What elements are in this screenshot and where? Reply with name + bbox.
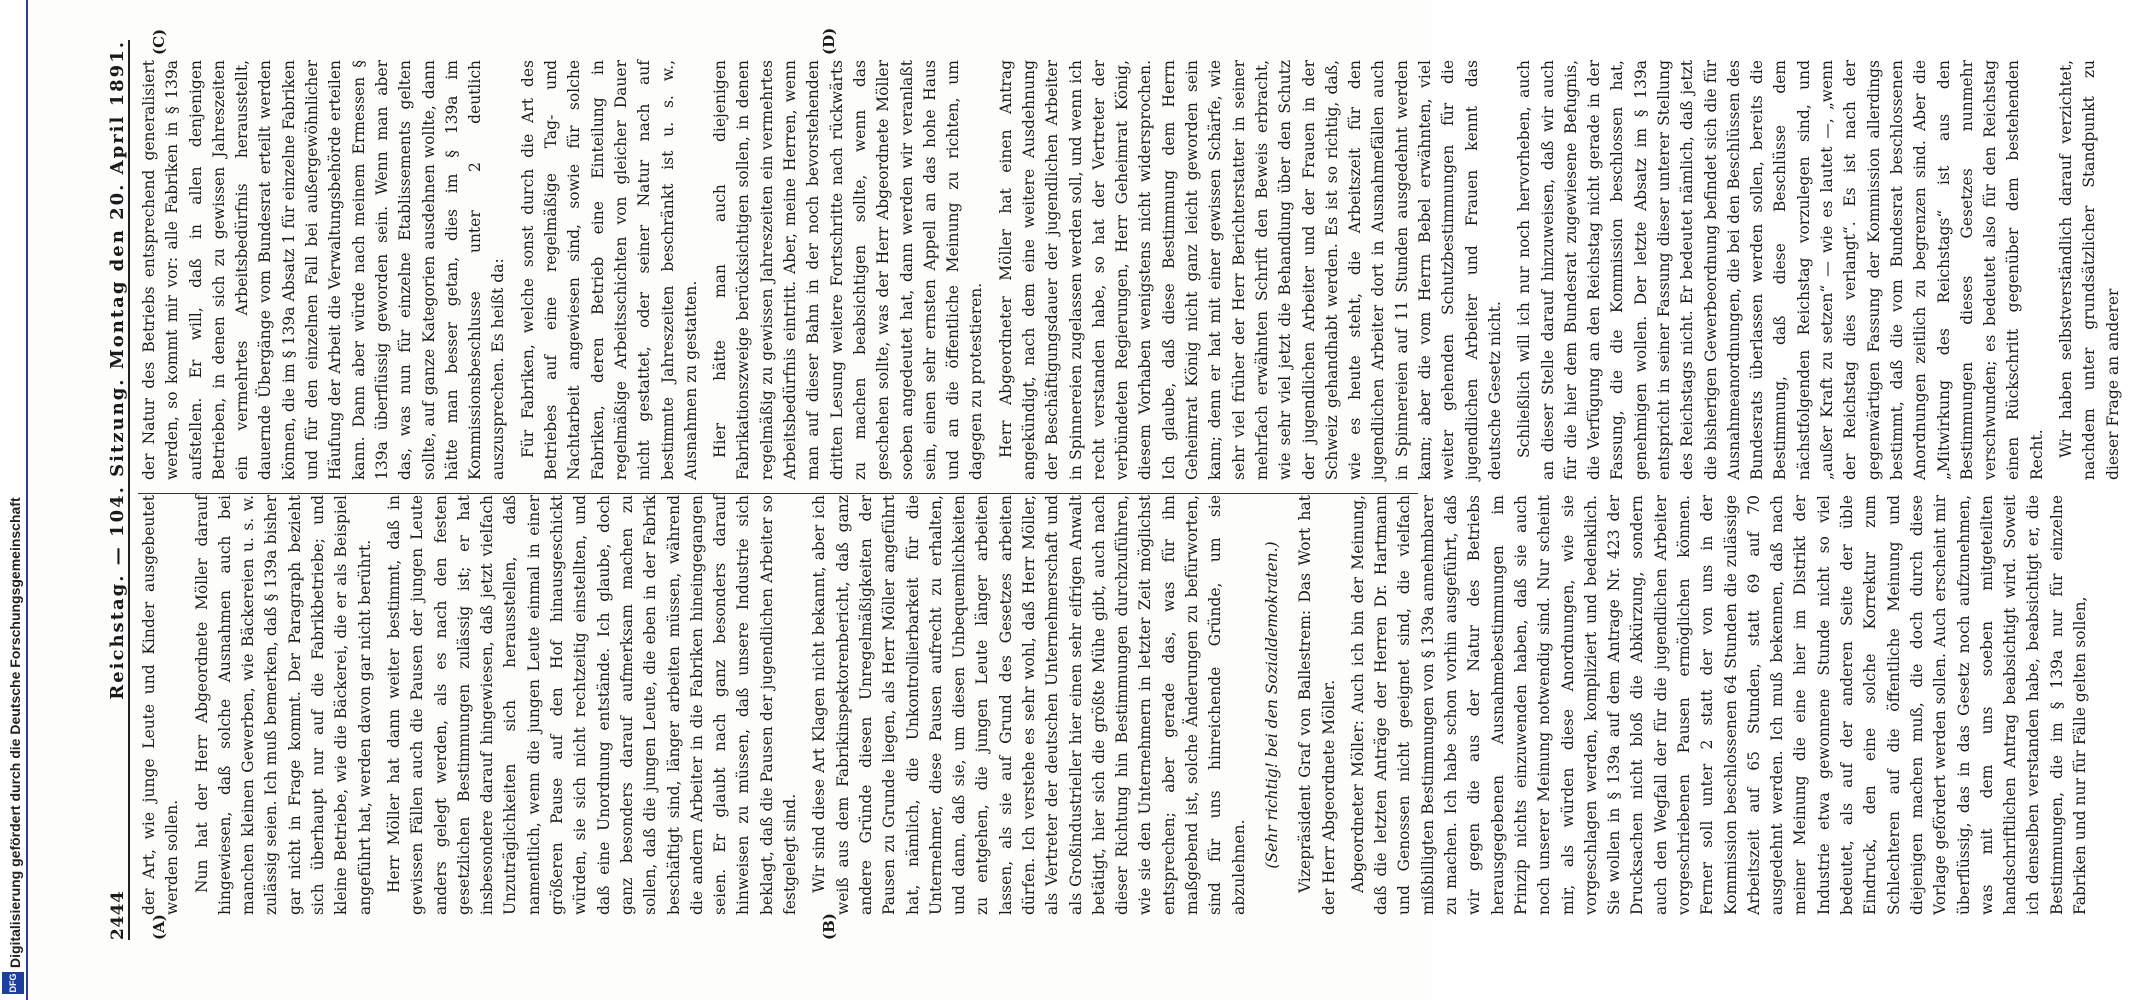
margin-marker-c: (C) [150, 28, 168, 55]
paragraph: der Natur des Betriebs entsprechend generalisiert werden, so kommt mir vor: alle Fabriken in § 139a aufstellen. Er will, daß in allen denjenigen Betrieben, in denen sich zu gewissen Jahreszeiten ein vermehrtes Arbeitsbedürfnis herausstellt, dauernde Übergänge vom Bundesrat erteilt werden können, die im § 139a Absatz 1 für einzelne Fabriken und für den einzelnen Fall bei außergewöhnlicher Häufung der Arbeit die Verwaltungsbehörde erteilen kann. Dann aber würde nach meinem Ermessen § 139a überflüssig geworden sein. Wenn man aber das, was nun für einzelne Etablissements gelten sollte, auf ganze Kategorien ausdehnen wollte, dann hätte man besser getan, dies im § 139a im Kommissionsbeschlusse unter 2 deutlich auszusprechen. Es heißt da: [140, 60, 508, 480]
margin-marker-b: (B) [820, 913, 838, 940]
speaker-paragraph: Vizepräsident Graf von Ballestrem: Das Wort hat der Herr Abgeordnete Möller. [1296, 495, 1338, 915]
page-header [88, 40, 130, 940]
paragraph: Herr Abgeordneter Möller hat einen Antrag angekündigt, nach dem eine weitere Ausdehnung der Beschäftigungsdauer der jugendlichen Arbeiter in Spinnereien zugelassen werden soll, und wenn ich recht verstanden habe, so hat der Vertreter der verbündeten Regierungen, Herr Geheimrat König, diesem Vorhaben wenigstens nicht widersprochen. Ich glaube, daß diese Bestimmung dem Herrn Geheimrat König nicht ganz leicht geworden sein kann; denn er hat mit einer gewissen Schärfe, wie sehr viel früher der Herr Berichterstatter in seiner mehrfach erwähnten Schrift den Beweis erbracht, wie sehr viel jetzt die Behandlung über den Schutz der jugendlichen Arbeiter und der Frauen in der Schweiz gehandhabt werden. Es ist so richtig, daß, wie es heute steht, die Arbeitszeit für den jugendlichen Arbeiter dort in Ausnahmefällen auch in Spinnereien auf 11 Stunden ausgedehnt werden kann; aber die vom Herrn Bebel erwähnten, viel weiter gehenden Schutzbestimmungen für die jugendlichen Arbeiter und Frauen kennt das deutsche Gesetz nicht. [996, 60, 1504, 480]
right-column [138, 60, 2131, 480]
paragraph: Wir haben selbstverständlich darauf verzichtet, nachdem unter grundsätzlicher Standpunkt zu dieser Frage an anderer [2057, 60, 2122, 480]
dfg-logo-icon: DFG [2, 972, 24, 994]
paragraph: Herr Möller hat dann weiter bestimmt, daß in gewissen Fällen auch die Pausen der jungen Leute anders gelegt werden, als es nach den festen gesetzlichen Bestimmungen zulässig ist; er hat insbesondere darauf hingewiesen, daß jetzt vielfach Unzuträglichkeiten sich herausstellen, daß namentlich, wenn die jungen Leute einmal in einer größeren Pause auf den Hof hinausgeschickt würden, sie sich nicht rechtzeitig einstellten, und daß eine Unordnung entstände. Ich glaube, doch ganz besonders darauf aufmerksam machen zu sollen, daß die jungen Leute, die eben in der Fabrik beschäftigt sind, länger arbeiten müssen, während die andern Arbeiter in die Fabriken hineingegangen seien. Er glaubt nach ganz besonders darauf hinweisen zu müssen, daß unsere Industrie sich beklagt, daß die Pausen der jugendlichen Arbeiter so festgelegt sind. [384, 495, 800, 915]
left-column [138, 495, 2098, 915]
footer-credit: Digitalisierung gefördert durch die Deutsche Forschungsgemeinschaft [7, 497, 23, 968]
margin-marker-a: (A) [150, 914, 168, 940]
margin-marker-d: (D) [820, 27, 838, 55]
quotation: Für Fabriken, welche sonst durch die Art des Betriebes auf eine regelmäßige Tag- und Nachtarbeit angewiesen sind, sowie für solche Fabriken, deren Betrieb eine Einteilung in regelmäßige Arbeitsschichten von gleicher Dauer nicht gestattet, oder seiner Natur nach auf bestimmte Jahreszeiten beschränkt ist u. s. w., Ausnahmen zu gestatten. [518, 60, 700, 480]
column-divider [138, 493, 1418, 494]
paragraph: Schließlich will ich nur noch hervorheben, auch an dieser Stelle darauf hinzuweisen, daß wir auch für die hier dem Bundesrat zugewiesene Befugnis, die Verfügung an den Reichstag nicht gerade in der Fassung, die die Kommission beschlossen hat, genehmigen wollen. Der letzte Absatz im § 139a entspricht in seiner Fassung dieser unterer Stellung des Reichstags nicht. Er bedeutet nämlich, daß jetzt die bisherigen Gewerbeordnung befindet sich die für Ausnahmeanordnungen, die bei den Beschlüssen des Bundesrats überlassen werden sollen, bereits die Bestimmung, daß diese Beschlüsse dem nächstfolgenden Reichstag vorzulegen sind, und „außer Kraft zu setzen“ — wie es lautet —, „wenn der Reichstag dies verlangt“. Es ist nach der gegenwärtigen Fassung der Kommission allerdings bestimmt, daß die vom Bundesrat beschlossenen Anordnungen zeitlich zu begrenzen sind. Aber die „Mitwirkung des Reichstags“ ist aus den Bestimmungen dieses Gesetzes nunmehr verschwunden; es bedeutet also für den Reichstag einen Rückschritt gegenüber dem bestehenden Recht. [1515, 60, 2046, 480]
page-title: Reichstag. — 104. Sitzung. Montag den 20. April 1891. [107, 40, 128, 700]
speaker-paragraph: Abgeordneter Möller: Auch ich bin der Meinung, daß die letzten Anträge der Herren Dr. Hartmann und Genossen nicht geeignet sind, die vielfach mißbilligten Bestimmungen von § 139a annehmbarer zu machen. Ich habe schon vorhin ausgeführt, daß wir gegen die aus der Natur des Betriebs herausgegebenen Ausnahmebestimmungen im Prinzip nichts einzuwenden haben, daß sie auch noch unserer Meinung notwendig sind. Nur scheint mir, als würden diese Anordnungen, wie sie vorgeschlagen werden, kompliziert und bedenklich. Sie wollen in § 139a auf dem Antrage Nr. 423 der Drucksachen nicht bloß die Abkürzung, sondern auch den Wegfall der für die jugendlichen Arbeiter vorgeschriebenen Pausen ermöglichen können. Ferner soll unter 2 statt der von uns in der Kommission beschlossenen 64 Stunden die zulässige Arbeitszeit auf 65 Stunden, statt 69 auf 70 ausgedehnt werden. Ich muß bekennen, daß nach meiner Meinung die eine hier im Distrikt der Industrie etwa gewonnene Stunde nicht so viel bedeutet, als auf der anderen Seite der üble Eindruck, den eine solche Korrektur zum Schlechteren auf die öffentliche Meinung und diejenigen machen muß, die doch durch diese Vorlage gefördert werden sollen. Auch erscheint mir überflüssig, das in das Gesetz noch aufzunehmen, was mit dem uns soeben mitgeteilten handschriftlichen Antrag beabsichtigt wird. Soweit ich denselben verstanden habe, beabsichtigt er, die Bestimmungen, die im § 139a nur für einzelne Fabriken und nur für Fälle gelten sollen, [1348, 495, 2090, 915]
page-number: 2444 [108, 890, 128, 940]
paragraph: Nun hat der Herr Abgeordnete Möller darauf hingewiesen, daß solche Ausnahmen auch bei manchen kleinen Gewerben, wie Bäckereien u. s. w. zulässig seien. Ich muß bemerken, daß § 139a bisher gar nicht in Frage kommt. Der Paragraph bezieht sich überhaupt nur auf die Fabrikbetriebe; und kleine Betriebe, wie die Bäckerei, die er als Beispiel angeführt hat, werden davon gar nicht berührt. [192, 495, 374, 915]
paragraph: Hier hätte man auch diejenigen Fabrikationszweige berücksichtigen sollen, in denen regelmäßig zu gewissen Jahreszeiten ein vermehrtes Arbeitsbedürfnis eintritt. Aber, meine Herren, wenn man auf dieser Bahn in der noch bevorstehenden dritten Lesung weitere Fortschritte nach rückwärts zu machen beabsichtigen sollte, wenn das geschehen sollte, was der Herr Abgeordnete Möller soeben angedeutet hat, dann werden wir veranlaßt sein, einen sehr ernsten Appell an das hohe Haus und an die öffentliche Meinung zu richten, um dagegen zu protestieren. [711, 60, 986, 480]
footer-strip [0, 0, 28, 1000]
paragraph: Wir sind diese Art Klagen nicht bekannt, aber ich weiß aus dem Fabrikinspektorenbericht, daß ganz andere Gründe diesen Unregelmäßigkeiten der Pausen zu Grunde liegen, als Herr Möller angeführt hat, nämlich, die Unkontrollierbarkeit für die Unternehmer, diese Pausen aufrecht zu erhalten, und dann, daß sie, um diesen Unbequemlichkeiten zu entgehen, die jungen Leute länger arbeiten lassen, als sie auf Grund des Gesetzes arbeiten dürfen. Ich verstehe es sehr wohl, daß Herr Möller, als Vertreter der deutschen Unternehmerschaft und als Großindustrieller hier einen sehr eifrigen Anwalt betätigt, hier sich die größte Mühe gibt, auch nach dieser Richtung hin Bestimmungen durchzuführen, wie sie den Unternehmern in letzter Zeit möglichst entsprechen; aber gerade das, was für ihn maßgebend ist, solche Änderungen zu befürworten, sind für uns hinreichende Gründe, um sie abzulehnen. [810, 495, 1248, 915]
interjection: (Sehr richtig! bei den Sozialdemokraten.) [1262, 541, 1281, 869]
paragraph: der Art, wie junge Leute und Kinder ausgebeutet werden sollen. [140, 495, 182, 915]
